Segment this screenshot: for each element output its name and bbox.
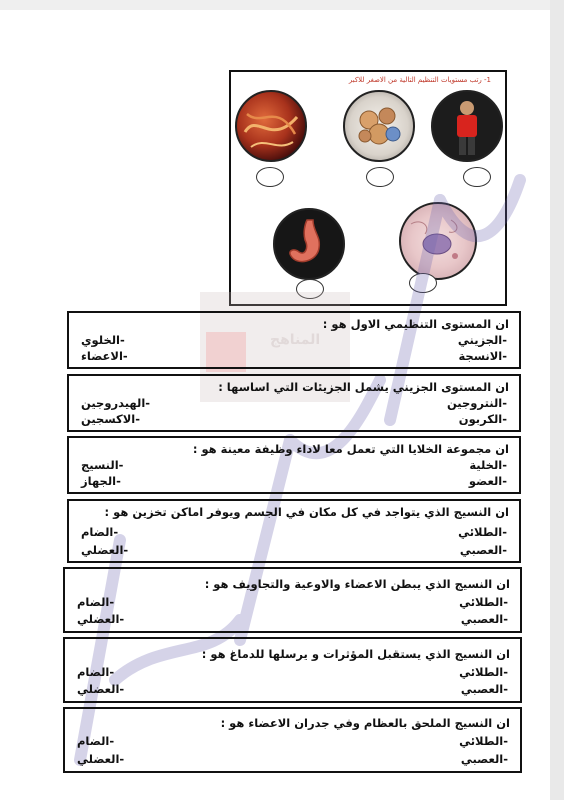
option[interactable]: -الطلائي (459, 595, 508, 609)
option[interactable]: -الهيدروجين (81, 396, 151, 410)
question-box-5 (63, 567, 522, 633)
option[interactable]: -الجهاز (81, 474, 121, 488)
question-stem: ان النسيج الذي يبطن الاعضاء والاوعية والتجاويف هو : (204, 577, 510, 591)
option[interactable]: -العصبي (460, 752, 508, 766)
stomach-image (273, 208, 345, 280)
option[interactable]: -العضلي (77, 752, 125, 766)
question-box-4 (67, 499, 521, 563)
answer-oval[interactable] (409, 273, 437, 293)
option[interactable]: -الكربون (458, 412, 507, 426)
option[interactable]: -العصبي (460, 612, 508, 626)
molecule-image (343, 90, 415, 162)
option[interactable]: -الضام (81, 525, 119, 539)
question-stem: ان النسيج الذي يستقبل المؤثرات و يرسلها للدماغ هو : (201, 647, 510, 661)
option[interactable]: -العضلي (77, 612, 125, 626)
answer-oval[interactable] (463, 167, 491, 187)
question-box-6 (63, 637, 522, 703)
option[interactable]: -العضلي (81, 543, 129, 557)
option[interactable]: -الاكسجين (81, 412, 140, 426)
panel-title: 1- رتب مستويات التنظيم التالية من الاصغر للاكبر (348, 76, 491, 84)
option[interactable]: -الضام (77, 734, 115, 748)
option[interactable]: -الخلية (469, 458, 507, 472)
question-box-7 (63, 707, 522, 773)
question-stem: ان المستوى الجزيني يشمل الجزيئات التي اساسها : (218, 380, 509, 394)
option[interactable]: -العصبي (459, 543, 507, 557)
question-stem: ان النسيج الملحق بالعظام وفي جدران الاعضاء هو : (220, 716, 510, 730)
image-panel (229, 70, 507, 306)
option[interactable]: -الطلائي (458, 525, 507, 539)
question-box-3 (67, 436, 521, 494)
tissue-image (235, 90, 307, 162)
option[interactable]: -النسيج (81, 458, 124, 472)
answer-oval[interactable] (366, 167, 394, 187)
question-box-1 (67, 311, 521, 369)
option[interactable]: -الضام (77, 665, 115, 679)
option[interactable]: -العضو (468, 474, 507, 488)
cell-image (399, 202, 477, 280)
option[interactable]: -الخلوي (81, 333, 125, 347)
option[interactable]: -الطلائي (459, 734, 508, 748)
answer-oval[interactable] (256, 167, 284, 187)
option[interactable]: -الطلائي (459, 665, 508, 679)
question-box-2 (67, 374, 521, 432)
scrollbar-track[interactable] (550, 0, 564, 800)
option[interactable]: -العصبي (460, 682, 508, 696)
question-stem: ان مجموعة الخلايا التي تعمل معا لاداء وظيفة معينة هو : (192, 442, 509, 456)
question-stem: ان النسيج الذي يتواجد في كل مكان في الجسم ويوفر اماكن تخزين هو : (104, 505, 509, 519)
question-stem: ان المستوى التنظيمي الاول هو : (322, 317, 509, 331)
option[interactable]: -الاعضاء (81, 349, 128, 363)
option[interactable]: -الجزيني (457, 333, 507, 347)
option[interactable]: -العضلي (77, 682, 125, 696)
option[interactable]: -النتروجين (446, 396, 507, 410)
watermark-logo: المناهج (200, 292, 350, 402)
option[interactable]: -الضام (77, 595, 115, 609)
option[interactable]: -الانسجة (458, 349, 507, 363)
person-image (431, 90, 503, 162)
